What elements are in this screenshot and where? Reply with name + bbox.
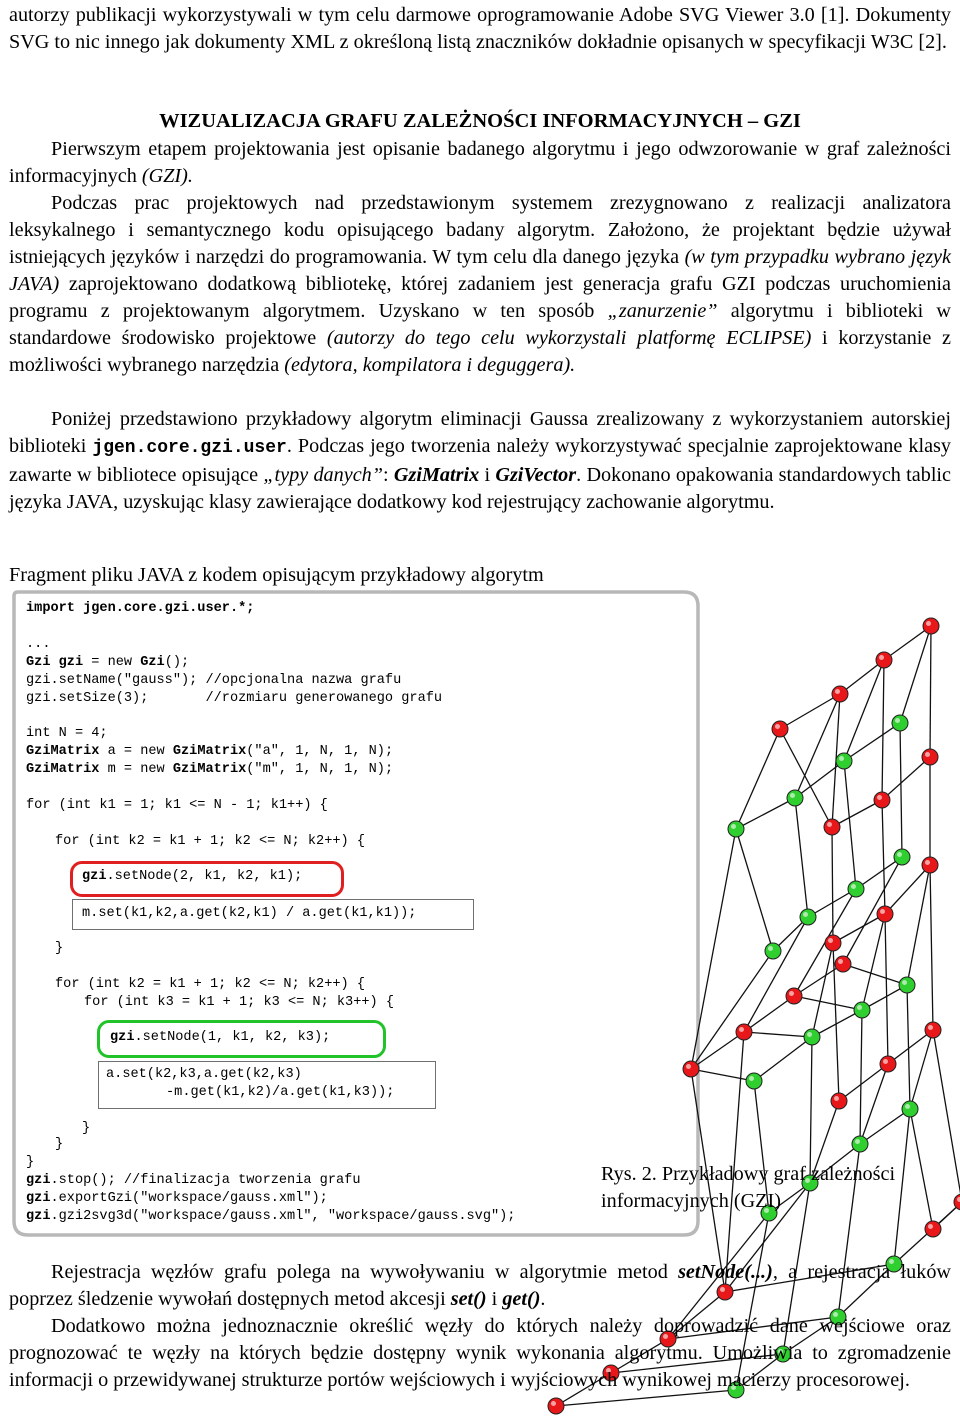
graph-edge [910, 1030, 933, 1109]
graph-node-red [922, 749, 938, 765]
graph-node-shine [897, 852, 902, 857]
graph-node-red [923, 618, 939, 634]
graph-edge [860, 1010, 862, 1144]
code-line-setnode-2: gzi.setNode(2, k1, k2, k1); [82, 869, 303, 884]
graph-edge [754, 1037, 812, 1081]
p4-get: get() [502, 1288, 541, 1310]
graph-edge [832, 800, 882, 827]
graph-edge [744, 917, 808, 1032]
graph-node-red [831, 1093, 847, 1109]
graph-edge [884, 626, 931, 660]
code-line-setsize: gzi.setSize(3); //rozmiaru generowanego grafu [26, 691, 443, 706]
graph-node-shine [739, 1027, 744, 1032]
graph-edge [862, 914, 885, 1010]
graph-node-shine [551, 1401, 556, 1406]
graph-node-shine [926, 621, 931, 626]
graph-node-red [835, 956, 851, 972]
graph-edge [736, 729, 780, 829]
graph-edge [832, 827, 833, 943]
p3-class-gzimatrix: GziMatrix [393, 464, 480, 486]
code-line-import: import jgen.core.gzi.user.*; [26, 601, 255, 616]
graph-edge [844, 761, 856, 889]
graph-edge [744, 1032, 812, 1037]
graph-edge [843, 857, 902, 964]
p3-text-a: Poniżej przedstawiono przykładowy algorytm eliminacji Gaussa zrealizowany z wykorzystaniem autorskiej biblioteki [9, 408, 951, 457]
graph-node-shine [790, 793, 795, 798]
graph-edge [860, 1064, 888, 1144]
graph-node-shine [905, 1104, 910, 1109]
graph-node-shine [851, 884, 856, 889]
p2-italic-h: (edytora, kompilatora i deguggera). [284, 354, 576, 376]
graph-edge [691, 951, 773, 1069]
graph-node-shine [686, 1064, 691, 1069]
graph-node-shine [803, 912, 808, 917]
graph-node-shine [731, 824, 736, 829]
section-heading: WIZUALIZACJA GRAFU ZALEŻNOŚCI INFORMACYJNYCH – GZI [159, 110, 801, 132]
graph-node-green [892, 715, 908, 731]
graph-node-shine [789, 991, 794, 996]
p3-italic-d: „typy danych” [263, 464, 383, 486]
intro-line-1: autorzy publikacji wykorzystywali w tym celu darmowe oprogramowanie Adobe SVG Viewer [9, 4, 784, 26]
graph-node-red [736, 1024, 752, 1040]
graph-edge [882, 800, 885, 914]
code-line-matrix-m: GziMatrix m = new GziMatrix("m", 1, N, 1, N); [26, 762, 394, 777]
graph-edge [843, 964, 907, 985]
graph-edge [839, 1064, 888, 1101]
graph-edge [900, 723, 902, 857]
graph-node-shine [928, 1025, 933, 1030]
code-line-close-2: } [82, 1121, 91, 1136]
code-line-a-set-1: a.set(k2,k3,a.get(k2,k3) [106, 1067, 302, 1082]
code-line-svg3d: gzi.gzi2svg3d("workspace/gauss.xml", "workspace/gauss.svg"); [26, 1209, 516, 1224]
graph-edge [885, 865, 930, 914]
code-line-ellipsis: ... [26, 637, 51, 652]
code-line-for-k1: for (int k1 = 1; k1 <= N - 1; k1++) { [26, 798, 328, 813]
graph-node-green [899, 977, 915, 993]
graph-edge [794, 964, 843, 996]
graph-edge [882, 757, 930, 800]
graph-node-green [787, 790, 803, 806]
graph-node-shine [827, 822, 832, 827]
p2-text-c: zaprojektowano dodatkową bibliotekę, której zadaniem jest generacja grafu GZI podczas uruchomienia programu z projektowanym algorytmem. Uzyskano w ten sposób [9, 273, 951, 322]
graph-node-green [765, 943, 781, 959]
p1-italic: (GZI). [141, 165, 193, 187]
graph-node-red [880, 1056, 896, 1072]
graph-node-shine [855, 1139, 860, 1144]
graph-edge [907, 865, 930, 985]
graph-node-shine [895, 718, 900, 723]
p3-text-i: . Dokonano opakowania standardowych tablic języka JAVA, uzyskując klasy zawierające dodatkowy kod rejestrujący zachowanie algorytmu. [9, 464, 952, 513]
intro-line-3: dokładnie opisanych w specyfikacji W3C [2]. [577, 31, 947, 53]
p3-text-c: . Podczas jego tworzenia należy wykorzystywać specjalnie zaprojektowane klasy zawarte w bibliotece opisujące [9, 435, 951, 486]
graph-node-red [832, 686, 848, 702]
graph-node-shine [768, 946, 773, 951]
graph-node-shine [902, 980, 907, 985]
graph-node-shine [834, 1096, 839, 1101]
graph-edge [736, 829, 773, 951]
graph-node-red [877, 906, 893, 922]
graph-edge [833, 914, 885, 943]
graph-edge [780, 729, 832, 827]
graph-node-red [824, 819, 840, 835]
graph-edge [900, 626, 931, 723]
graph-edge [795, 694, 840, 798]
p3-library-name: jgen.core.gzi.user [92, 438, 287, 458]
p2-text-e: algorytmu i biblioteki w standardowe środowisko projektowe [9, 300, 951, 349]
graph-edge [691, 1069, 754, 1081]
graph-node-shine [807, 1032, 812, 1037]
paragraph-5: Dodatkowo można jednoznacznie określić węzły do których należy doprowadzić dane wejściowe oraz prognozować te węzły na których będzie dostępny wynik wykonania algorytmu. Umożliwia to zgromadzenie informacji o przewidywanej strukturze portów wejściowych i wyjściowych wynikowej macierzy procesorowej. [9, 1315, 951, 1391]
graph-node-red [548, 1398, 564, 1414]
graph-node-red [876, 652, 892, 668]
code-line-setname: gzi.setName("gauss"); //opcjonalna nazwa grafu [26, 673, 402, 688]
graph-edge [885, 914, 888, 1064]
graph-edge [930, 865, 933, 1030]
graph-edge [744, 996, 794, 1032]
graph-node-shine [928, 1224, 933, 1229]
graph-edge [794, 996, 862, 1010]
p2-italic-f: (autorzy do tego celu wykorzystali platformę ECLIPSE) [326, 327, 812, 349]
graph-node-green [746, 1073, 762, 1089]
code-line-matrix-a: GziMatrix a = new GziMatrix("a", 1, N, 1, N); [26, 744, 394, 759]
graph-node-red [772, 721, 788, 737]
p2-text-a: Podczas prac projektowych nad przedstawionym systemem zrezygnowano z realizacji analizatora leksykalnego i semantycznego kodu opisującego badany algorytm. Założono, że projektant będzie używał istniejących języków i narzędzi do programowania. W tym celu dla danego języka [9, 192, 951, 268]
code-line-setnode-1: gzi.setNode(1, k1, k2, k3); [110, 1030, 331, 1045]
code-line-close-3: } [55, 1137, 64, 1152]
graph-node-shine [925, 860, 930, 865]
code-line-int-n: int N = 4; [26, 726, 108, 741]
code-line-for-k2-a: for (int k2 = k1 + 1; k2 <= N; k2++) { [55, 834, 365, 849]
graph-node-green [852, 1136, 868, 1152]
p4-text-e: i [486, 1288, 503, 1310]
graph-node-shine [749, 1076, 754, 1081]
graph-node-shine [828, 938, 833, 943]
graph-edge [780, 694, 840, 729]
graph-node-shine [835, 689, 840, 694]
graph-node-shine [883, 1059, 888, 1064]
graph-node-green [804, 1029, 820, 1045]
figure-caption: Rys. 2. Przykładowy graf zależności informacyjnych (GZI) [601, 1163, 896, 1212]
code-line-close-1: } [55, 941, 64, 956]
paragraph-4 [9, 1259, 951, 1313]
p2-text-g: i korzystanie z możliwości wybranego narzędzia [9, 327, 951, 376]
p3-class-gzivector: GziVector [495, 464, 577, 486]
p3-text-g: i [479, 464, 496, 486]
graph-node-green [894, 849, 910, 865]
p3-text-e: : [383, 464, 394, 486]
graph-node-shine [879, 655, 884, 660]
graph-node-green [800, 909, 816, 925]
graph-node-shine [838, 959, 843, 964]
graph-edge [795, 798, 808, 917]
code-line-for-k3: for (int k3 = k1 + 1; k3 <= N; k3++) { [84, 995, 394, 1010]
intro-line-2: 3.0 [1]. Dokumenty SVG to nic innego jak dokumenty XML z określoną listą znaczników [9, 4, 951, 53]
p4-set: set() [450, 1288, 487, 1310]
graph-node-red [874, 792, 890, 808]
graph-edge [930, 626, 931, 757]
code-line-close-4: } [26, 1155, 35, 1170]
graph-edge [736, 798, 795, 829]
graph-node-red [683, 1061, 699, 1077]
p1-text: Pierwszym etapem projektowania jest opisanie badanego algorytmu i jego odwzorowanie w graf zależności informacyjnych [9, 138, 951, 187]
graph-node-red [925, 1221, 941, 1237]
code-line-for-k2-b: for (int k2 = k1 + 1; k2 <= N; k2++) { [55, 977, 365, 992]
graph-node-shine [839, 756, 844, 761]
p4-setnode: setNode(...) [678, 1261, 773, 1283]
graph-node-red [925, 1022, 941, 1038]
graph-edge [844, 723, 900, 761]
graph-node-shine [880, 909, 885, 914]
code-line-export: gzi.exportGzi("workspace/gauss.xml"); [26, 1191, 328, 1206]
graph-edge [882, 660, 884, 800]
p4-text-a: Rejestracja węzłów grafu polega na wywoływaniu w algorytmie metod [51, 1261, 679, 1283]
p4-text-g: . [540, 1288, 546, 1310]
code-line-stop: gzi.stop(); //finalizacja tworzenia grafu [26, 1173, 361, 1188]
graph-node-green [836, 753, 852, 769]
graph-node-shine [857, 1005, 862, 1010]
graph-edge [812, 943, 833, 1037]
graph-node-green [902, 1101, 918, 1117]
graph-node-green [728, 821, 744, 837]
code-line-gzi-new: Gzi gzi = new Gzi(); [26, 655, 190, 670]
graph-node-shine [877, 795, 882, 800]
code-line-a-set-2: -m.get(k1,k2)/a.get(k1,k3)); [166, 1085, 395, 1100]
p2-italic-d: „zanurzenie” [607, 300, 718, 322]
fragment-title: Fragment pliku JAVA z kodem opisującym przykładowy algorytm [9, 564, 544, 586]
graph-edge [860, 1109, 910, 1144]
graph-node-shine [925, 752, 930, 757]
graph-node-red [786, 988, 802, 1004]
p4-text-c: , a rejestracja łuków poprzez śledzenie wywołań dostępnych metod akcesji [9, 1261, 951, 1310]
graph-node-green [848, 881, 864, 897]
p2-italic-b: (w tym przypadku wybrano język JAVA) [9, 246, 951, 295]
graph-node-green [854, 1002, 870, 1018]
graph-node-shine [775, 724, 780, 729]
code-line-m-set: m.set(k1,k2,a.get(k2,k1) / a.get(k1,k1)); [82, 906, 417, 921]
graph-node-red [922, 857, 938, 873]
graph-node-red [825, 935, 841, 951]
